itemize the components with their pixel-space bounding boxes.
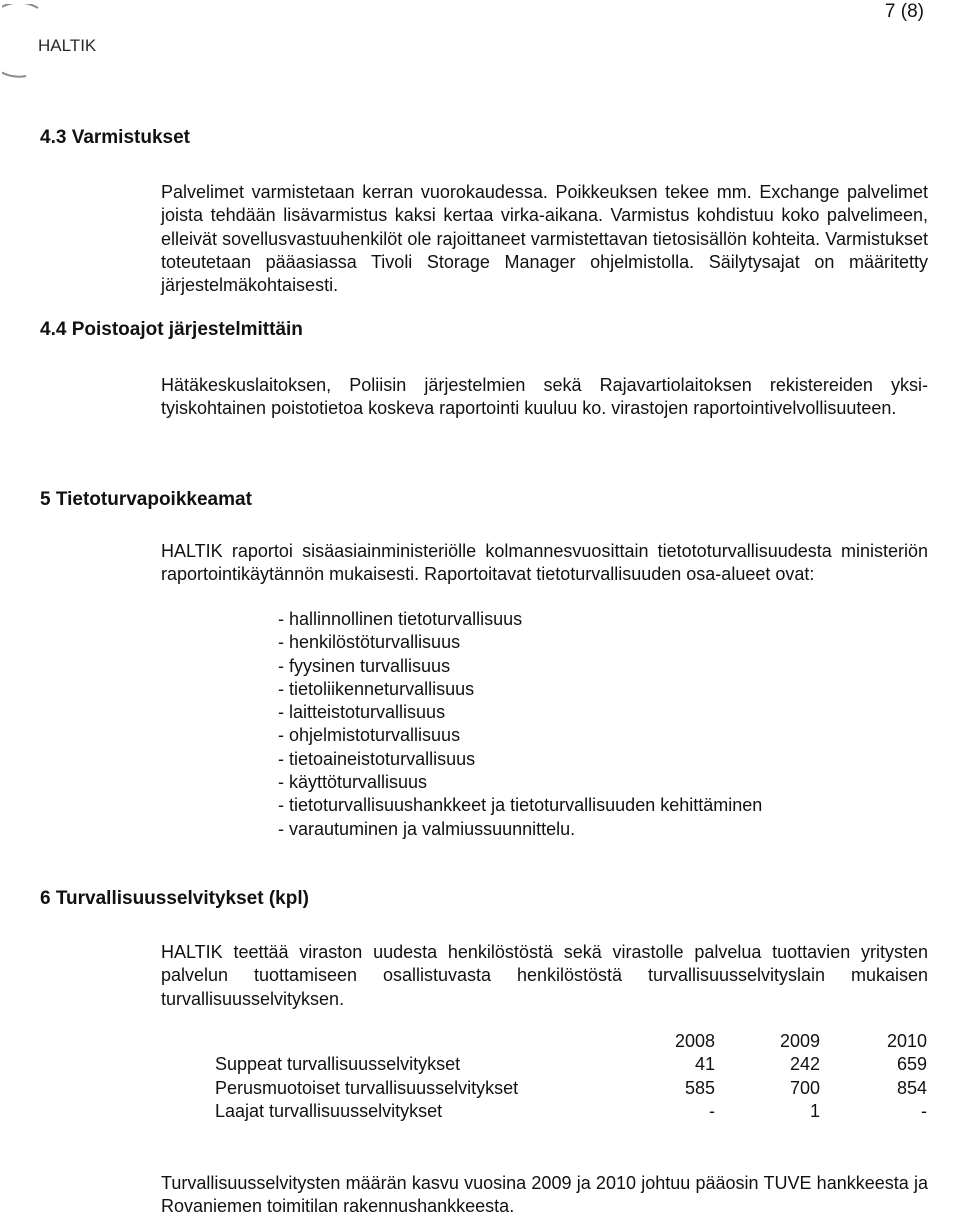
table-cell: 700 (789, 1077, 820, 1098)
list-item: - fyysinen turvallisuus (278, 655, 451, 676)
table-cell: 242 (789, 1054, 820, 1075)
table-cell: - (709, 1100, 715, 1121)
section-heading-4-3: 4.3 Varmistukset (40, 127, 190, 148)
list-item: - tietoliikenneturvallisuus (278, 678, 475, 699)
table-header-year: 2008 (674, 1031, 715, 1051)
haltik-logo (2, 4, 104, 86)
section-paragraph-4-3: Palvelimet varmistetaan kerran vuorokaudessa. Poikkeuksen tekee mm. Exchange palvelimet joista tehdään lisävarmistus kaksi kertaa virka-aikana. Varmistus kohdistuu koko palvelimeen, elleivät sovellusvastuuhenkilöt ole rajoittaneet varmistettavan tietosisällön kohteita. Varmistukset toteutetaan pääasiassa Tivoli Storage Manager ohjelmistolla. Säilytysajat on määritetty järjestelmäkohtaisesti. (161, 182, 928, 296)
section-heading-5: 5 Tietoturvapoikkeamat (40, 489, 252, 510)
list-item: - laitteistoturvallisuus (278, 702, 446, 723)
section-paragraph-4-4: Hätäkeskuslaitoksen, Poliisin järjestelmien sekä Rajavartiolaitoksen rekistereiden yksityiskohtainen poistotietoa koskeva raportointi kuuluu ko. virastojen raportointivelvollisuuteen. (161, 375, 928, 419)
table-cell: 585 (684, 1077, 715, 1098)
table-cell: 659 (896, 1054, 927, 1075)
list-item: - tietoturvallisuushankkeet ja tietoturvallisuuden kehittäminen (278, 795, 763, 816)
section-heading-6: 6 Turvallisuusselvitykset (kpl) (40, 888, 309, 909)
section-heading-4-4: 4.4 Poistoajot järjestelmittäin (40, 319, 303, 340)
table-row (215, 1053, 927, 1076)
table-header-year: 2009 (779, 1031, 820, 1051)
row-label: Perusmuotoiset turvallisuusselvitykset (215, 1077, 519, 1098)
table-row (215, 1077, 927, 1100)
security-areas-list (278, 608, 762, 841)
list-item: - käyttöturvallisuus (278, 772, 428, 793)
table-cell: 854 (896, 1077, 927, 1098)
table-cell: 41 (694, 1054, 715, 1075)
closing-paragraph: Turvallisuusselvitysten määrän kasvu vuosina 2009 ja 2010 johtuu pääosin TUVE hankkeesta ja Rovaniemen toimitilan rakennushankkeesta. (161, 1173, 928, 1217)
table-header-year: 2010 (886, 1031, 927, 1051)
list-item: - varautuminen ja valmiussuunnittelu. (278, 818, 576, 839)
table-cell: 1 (809, 1100, 820, 1121)
security-clearance-table (215, 1030, 927, 1123)
list-item: - henkilöstöturvallisuus (278, 632, 461, 653)
table-cell: - (921, 1100, 927, 1121)
table-row (215, 1100, 927, 1123)
row-label: Suppeat turvallisuusselvitykset (215, 1054, 461, 1075)
list-item: - tietoaineistoturvallisuus (278, 748, 476, 769)
row-label: Laajat turvallisuusselvitykset (215, 1100, 443, 1121)
list-item: - ohjelmistoturvallisuus (278, 725, 461, 746)
table-header-blank (215, 1030, 645, 1053)
logo-text: HALTIK (38, 36, 97, 55)
section-paragraph-6: HALTIK teettää viraston uudesta henkilöstöstä sekä virastolle palvelua tuottavien yritysten palvelun tuottamiseen osallistuvasta henkilöstöstä turvallisuusselvityslain mukaisen turvallisuusselvityksen. (161, 942, 928, 1009)
page-number: 7 (8) (884, 1, 924, 22)
list-item: - hallinnollinen tietoturvallisuus (278, 609, 523, 629)
table-header-row (215, 1030, 927, 1053)
section-paragraph-5: HALTIK raportoi sisäasiainministeriölle kolmannesvuosittain tietototurvallisuudesta ministeriön raportointikäytännön mukaisesti. Raportoitavat tietoturvallisuuden osa-alueet ovat: (161, 541, 928, 585)
